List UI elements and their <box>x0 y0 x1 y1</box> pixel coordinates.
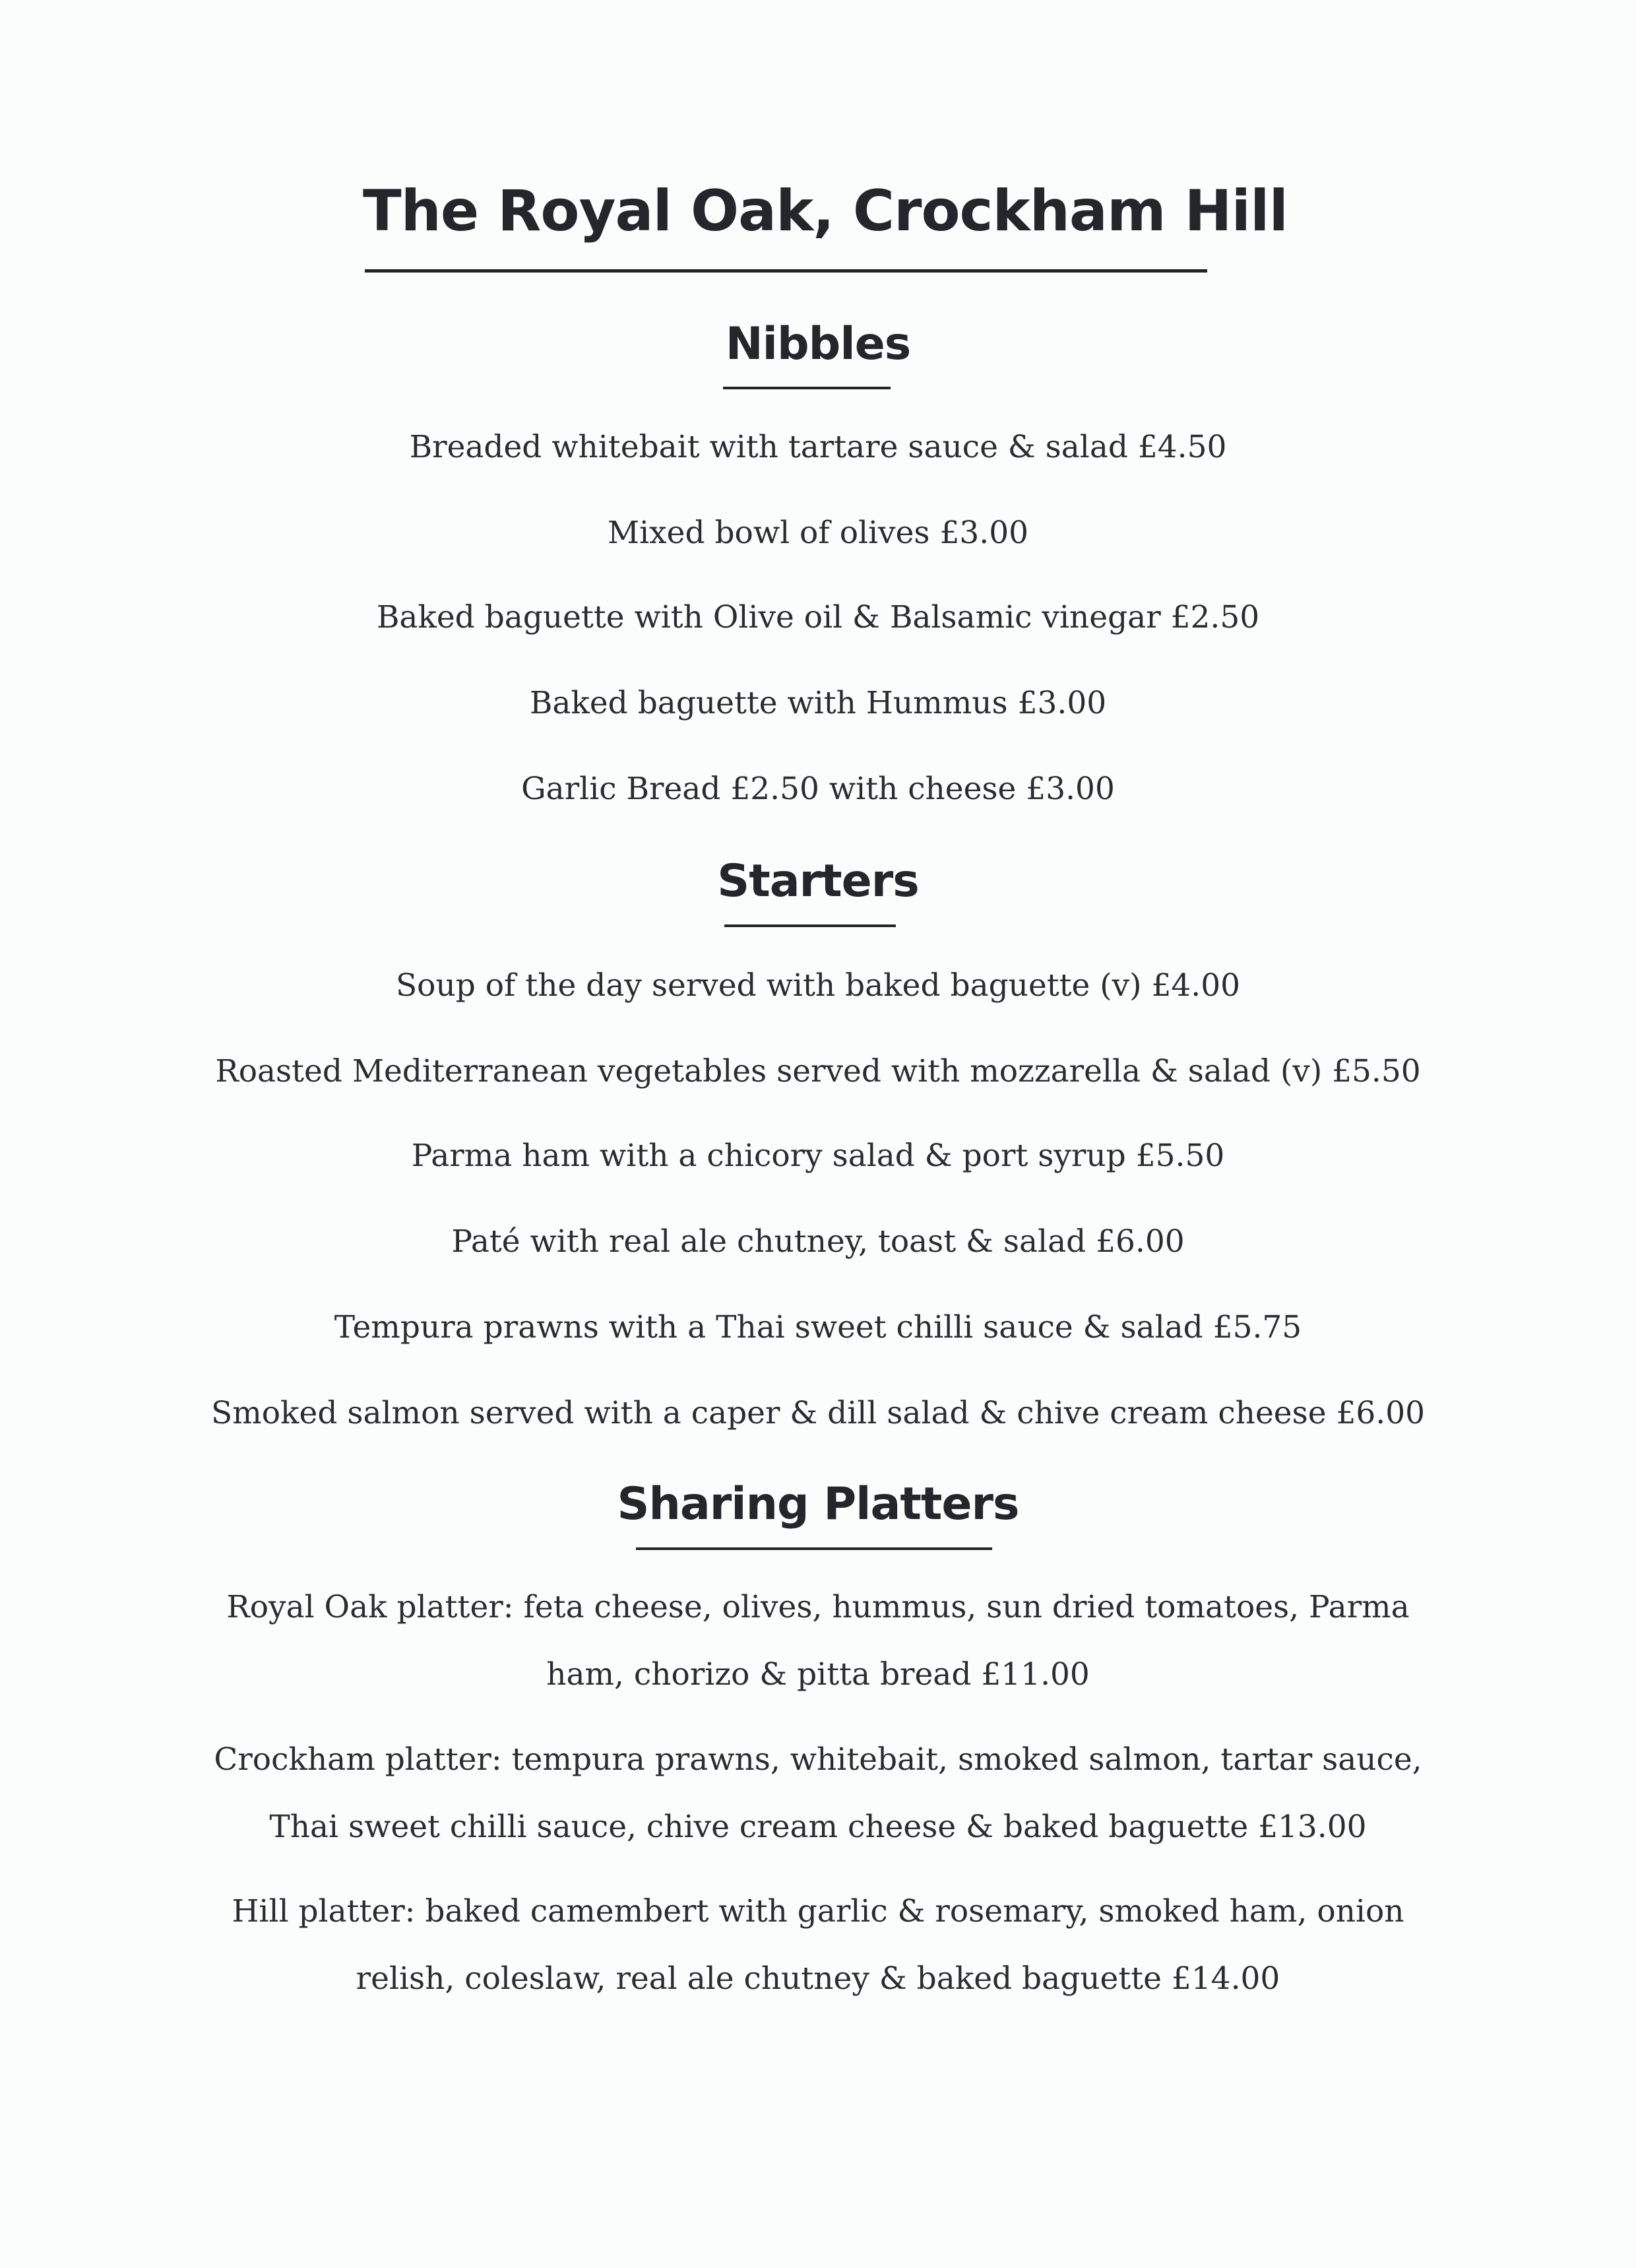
sharing-platters-underline <box>636 1547 992 1550</box>
title-underline <box>365 269 1207 273</box>
platter-item <box>198 1726 1438 1861</box>
platter-line: relish, coleslaw, real ale chutney & baked baguette £14.00 <box>356 1960 1280 1997</box>
menu-item: Roasted Mediterranean vegetables served with mozzarella & salad (v) £5.50 <box>215 1053 1421 1089</box>
platter-line: Thai sweet chilli sauce, chive cream cheese & baked baguette £13.00 <box>269 1809 1367 1845</box>
menu-item: Paté with real ale chutney, toast & salad £6.00 <box>451 1223 1185 1260</box>
nibbles-underline <box>723 387 891 389</box>
platter-item <box>198 1878 1438 2013</box>
platter-line: Royal Oak platter: feta cheese, olives, hummus, sun dried tomatoes, Parma <box>226 1589 1410 1625</box>
page-title: The Royal Oak, Crockham Hill <box>363 178 1288 244</box>
platter-line: ham, chorizo & pitta bread £11.00 <box>546 1656 1090 1693</box>
menu-item: Garlic Bread £2.50 with cheese £3.00 <box>521 771 1115 807</box>
menu-item: Smoked salmon served with a caper & dill salad & chive cream cheese £6.00 <box>211 1395 1425 1431</box>
menu-item: Breaded whitebait with tartare sauce & salad £4.50 <box>409 429 1227 465</box>
starters-heading: Starters <box>717 855 919 907</box>
menu-item: Baked baguette with Olive oil & Balsamic vinegar £2.50 <box>376 599 1260 635</box>
menu-item: Tempura prawns with a Thai sweet chilli sauce & salad £5.75 <box>334 1309 1302 1345</box>
starters-underline <box>724 924 896 927</box>
platter-item <box>198 1574 1438 1708</box>
sharing-platters-heading: Sharing Platters <box>617 1478 1019 1530</box>
menu-item: Mixed bowl of olives £3.00 <box>607 515 1029 551</box>
nibbles-heading: Nibbles <box>725 318 911 370</box>
menu-item: Soup of the day served with baked baguette (v) £4.00 <box>395 967 1241 1004</box>
menu-item: Parma ham with a chicory salad & port syrup £5.50 <box>411 1138 1225 1174</box>
menu-item: Baked baguette with Hummus £3.00 <box>529 685 1107 721</box>
platter-line: Crockham platter: tempura prawns, whitebait, smoked salmon, tartar sauce, <box>214 1741 1422 1778</box>
platter-line: Hill platter: baked camembert with garlic & rosemary, smoked ham, onion <box>232 1893 1404 1929</box>
